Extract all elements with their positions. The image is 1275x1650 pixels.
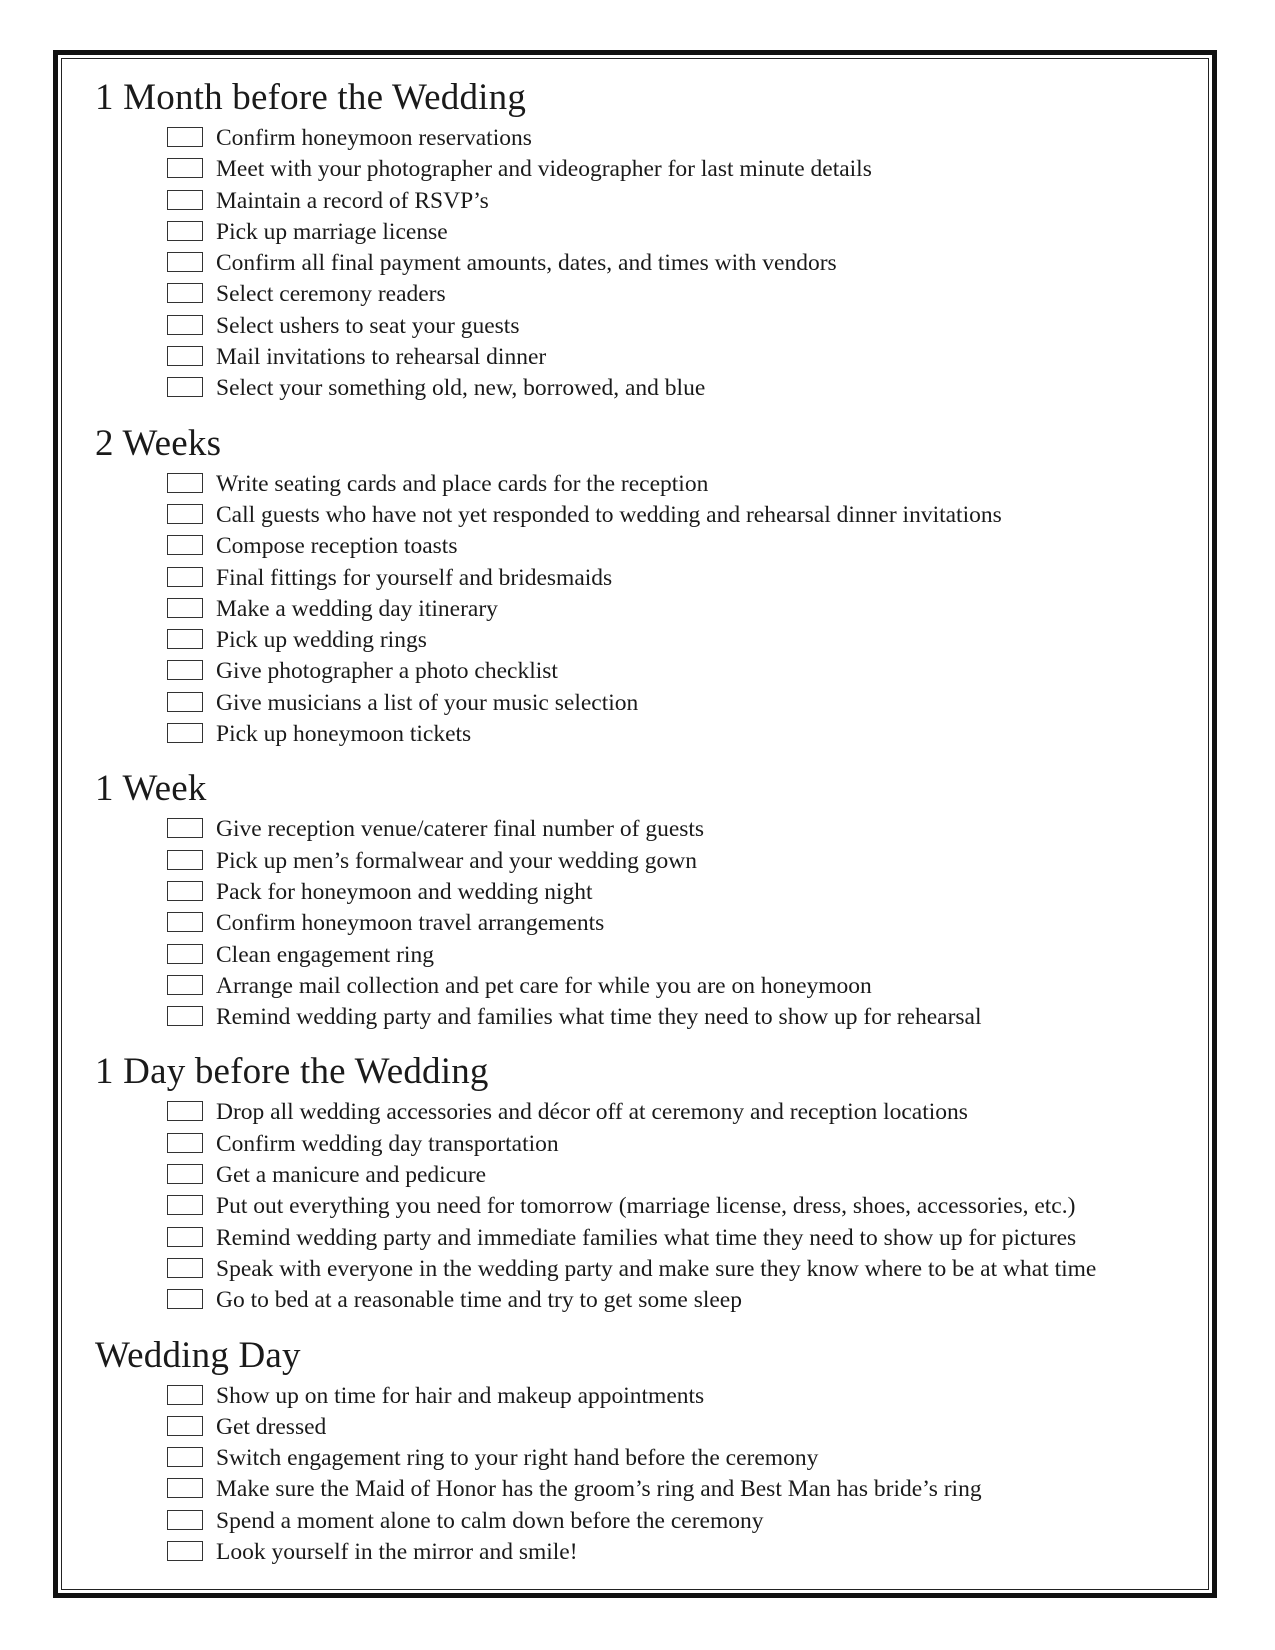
item-label: Confirm all final payment amounts, dates, and times with vendors xyxy=(216,250,837,277)
checkbox[interactable] xyxy=(167,598,203,618)
item-label: Give reception venue/caterer final number of guests xyxy=(216,816,705,843)
list-item xyxy=(167,469,1195,500)
checklist xyxy=(95,73,1195,1568)
item-label: Get a manicure and pedicure xyxy=(216,1162,487,1189)
section-title: 1 Month before the Wedding xyxy=(95,77,527,118)
item-label: Go to bed at a reasonable time and try to get some sleep xyxy=(216,1287,742,1314)
list-item xyxy=(167,625,1195,656)
list-item xyxy=(167,971,1195,1002)
list-item xyxy=(167,217,1195,248)
list-item xyxy=(167,1412,1195,1443)
checkbox[interactable] xyxy=(167,1195,203,1215)
item-label: Show up on time for hair and makeup appointments xyxy=(216,1382,705,1409)
section-wedding-day xyxy=(95,1331,1195,1569)
checkbox[interactable] xyxy=(167,818,203,838)
checkbox[interactable] xyxy=(167,1258,203,1278)
checkbox[interactable] xyxy=(167,158,203,178)
list-item xyxy=(167,373,1195,404)
section-spacer xyxy=(95,1317,1195,1331)
checkbox[interactable] xyxy=(167,975,203,995)
item-label: Pick up men’s formalwear and your wedding gown xyxy=(216,847,697,874)
item-label: Mail invitations to rehearsal dinner xyxy=(216,344,547,371)
checkbox[interactable] xyxy=(167,1385,203,1405)
list-item xyxy=(167,1443,1195,1474)
list-item xyxy=(167,1381,1195,1412)
checklist-items xyxy=(95,1097,1195,1316)
list-item xyxy=(167,500,1195,531)
list-item xyxy=(167,940,1195,971)
checkbox[interactable] xyxy=(167,1006,203,1026)
list-item xyxy=(167,656,1195,687)
checklist-items xyxy=(95,123,1195,405)
list-item xyxy=(167,1160,1195,1191)
item-label: Pick up marriage license xyxy=(216,218,448,245)
section-2-weeks xyxy=(95,419,1195,751)
checkbox[interactable] xyxy=(167,1227,203,1247)
section-1-day xyxy=(95,1047,1195,1316)
item-label: Confirm honeymoon travel arrangements xyxy=(216,910,605,937)
item-label: Remind wedding party and families what time they need to show up for rehearsal xyxy=(216,1004,982,1031)
checkbox[interactable] xyxy=(167,377,203,397)
list-item xyxy=(167,1191,1195,1222)
list-item xyxy=(167,1002,1195,1033)
checkbox[interactable] xyxy=(167,567,203,587)
item-label: Select ceremony readers xyxy=(216,281,446,308)
checkbox[interactable] xyxy=(167,504,203,524)
list-item xyxy=(167,908,1195,939)
list-item xyxy=(167,1129,1195,1160)
item-label: Select ushers to seat your guests xyxy=(216,312,520,339)
item-label: Final fittings for yourself and bridesmaids xyxy=(216,564,613,591)
item-label: Clean engagement ring xyxy=(216,941,434,968)
section-1-week xyxy=(95,764,1195,1033)
item-label: Arrange mail collection and pet care for while you are on honeymoon xyxy=(216,972,872,999)
list-item xyxy=(167,719,1195,750)
list-item xyxy=(167,248,1195,279)
list-item xyxy=(167,877,1195,908)
checkbox[interactable] xyxy=(167,1164,203,1184)
checkbox[interactable] xyxy=(167,1541,203,1561)
item-label: Confirm honeymoon reservations xyxy=(216,125,532,151)
list-item xyxy=(167,1097,1195,1128)
list-item xyxy=(167,279,1195,310)
section-title: 1 Day before the Wedding xyxy=(95,1051,489,1093)
checklist-items xyxy=(95,1381,1195,1569)
section-spacer xyxy=(95,1033,1195,1047)
list-item xyxy=(167,311,1195,342)
checkbox[interactable] xyxy=(167,850,203,870)
checkbox[interactable] xyxy=(167,1101,203,1121)
list-item xyxy=(167,154,1195,185)
item-label: Spend a moment alone to calm down before the ceremony xyxy=(216,1507,764,1534)
item-label: Remind wedding party and immediate families what time they need to show up for pictures xyxy=(216,1224,1077,1251)
checklist-items xyxy=(95,469,1195,751)
checkbox[interactable] xyxy=(167,944,203,964)
list-item xyxy=(167,563,1195,594)
checkbox[interactable] xyxy=(167,723,203,743)
section-title: 1 Week xyxy=(95,768,207,810)
item-label: Call guests who have not yet responded to wedding and rehearsal dinner invitations xyxy=(216,501,1002,528)
item-label: Switch engagement ring to your right hand before the ceremony xyxy=(216,1445,819,1472)
checkbox[interactable] xyxy=(167,1416,203,1436)
checkbox[interactable] xyxy=(167,1510,203,1530)
checkbox[interactable] xyxy=(167,881,203,901)
list-item xyxy=(167,814,1195,845)
list-item xyxy=(167,688,1195,719)
checkbox[interactable] xyxy=(167,1289,203,1309)
item-label: Confirm wedding day transportation xyxy=(216,1130,559,1157)
section-spacer xyxy=(95,405,1195,419)
item-label: Meet with your photographer and videographer for last minute details xyxy=(216,156,872,183)
list-item xyxy=(167,186,1195,217)
item-label: Pack for honeymoon and wedding night xyxy=(216,878,593,905)
checkbox[interactable] xyxy=(167,127,203,147)
item-label: Drop all wedding accessories and décor off at ceremony and reception locations xyxy=(216,1099,968,1126)
section-title: Wedding Day xyxy=(95,1334,301,1376)
section-spacer xyxy=(95,750,1195,764)
item-label: Pick up honeymoon tickets xyxy=(216,721,472,748)
section-title: 2 Weeks xyxy=(95,422,222,464)
checkbox[interactable] xyxy=(167,1447,203,1467)
list-item xyxy=(167,123,1195,154)
checkbox[interactable] xyxy=(167,315,203,335)
item-label: Speak with everyone in the wedding party and make sure they know where to be at what time xyxy=(216,1255,1097,1282)
checkbox[interactable] xyxy=(167,283,203,303)
checkbox[interactable] xyxy=(167,221,203,241)
checkbox[interactable] xyxy=(167,629,203,649)
checkbox[interactable] xyxy=(167,692,203,712)
item-label: Get dressed xyxy=(216,1413,327,1440)
item-label: Make a wedding day itinerary xyxy=(216,595,498,622)
item-label: Look yourself in the mirror and smile! xyxy=(216,1538,578,1565)
list-item xyxy=(167,846,1195,877)
list-item xyxy=(167,531,1195,562)
checkbox[interactable] xyxy=(167,346,203,366)
list-item xyxy=(167,594,1195,625)
item-label: Pick up wedding rings xyxy=(216,627,427,654)
item-label: Compose reception toasts xyxy=(216,533,458,560)
list-item xyxy=(167,342,1195,373)
checkbox[interactable] xyxy=(167,1133,203,1153)
checkbox[interactable] xyxy=(167,1478,203,1498)
checkbox[interactable] xyxy=(167,190,203,210)
item-label: Make sure the Maid of Honor has the groom’s ring and Best Man has bride’s ring xyxy=(216,1476,982,1503)
checkbox[interactable] xyxy=(167,473,203,493)
section-1-month xyxy=(95,73,1195,405)
item-label: Write seating cards and place cards for the reception xyxy=(216,470,709,497)
item-label: Put out everything you need for tomorrow (marriage license, dress, shoes, accessories, etc.) xyxy=(216,1193,1076,1220)
checklist-items xyxy=(95,814,1195,1033)
item-label: Give photographer a photo checklist xyxy=(216,658,558,685)
list-item xyxy=(167,1223,1195,1254)
checkbox[interactable] xyxy=(167,252,203,272)
item-label: Maintain a record of RSVP’s xyxy=(216,187,489,214)
list-item xyxy=(167,1254,1195,1285)
item-label: Give musicians a list of your music selection xyxy=(216,689,639,716)
item-label: Select your something old, new, borrowed, and blue xyxy=(216,375,706,402)
checkbox[interactable] xyxy=(167,535,203,555)
checkbox[interactable] xyxy=(167,660,203,680)
checkbox[interactable] xyxy=(167,912,203,932)
list-item xyxy=(167,1506,1195,1537)
list-item xyxy=(167,1474,1195,1505)
list-item xyxy=(167,1537,1195,1568)
list-item xyxy=(167,1285,1195,1316)
